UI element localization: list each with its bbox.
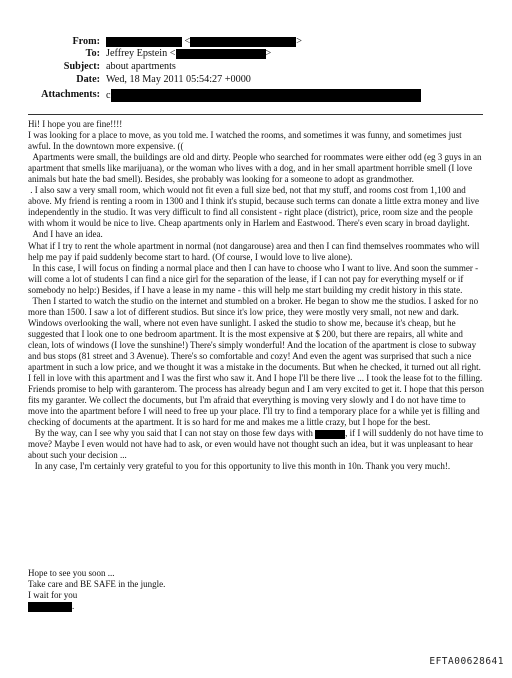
redaction-signature: [28, 602, 72, 612]
redaction-from-email: [190, 37, 296, 47]
body-paragraph: I was looking for a place to move, as you told me. I watched the rooms, and sometimes it was funny, and sometimes just awful. In the downtown more expensive. ((: [28, 130, 464, 152]
body-paragraph: In any case, I'm certainly very grateful to you for this opportunity to live this month in 10n. Thank you very much!.: [28, 461, 451, 472]
to-value: Jeffrey Epstein < >: [106, 48, 272, 59]
document-id: EFTA00628641: [429, 656, 504, 667]
body-paragraph: Apartments were small, the buildings are old and dirty. People who searched for roommates were either odd (eg 3 guys in an apartment that smells like marijuana), or the woman who lives with a dog, and in her small apartment horrible smell (I love animals but hate the bad smell). Besides, she probably was looking for a someone to adopt as grandmother.: [28, 152, 484, 185]
subject-value: about apartments: [106, 61, 176, 72]
body-paragraph: In this case, I will focus on finding a normal place and then I can have to choose who I want to live. And soon the summer - will come a lot of students I can find a nice girl for the separation of the lease, if I can not pay for everything myself or if somebody no help:) Besides, if I have a lease in my name - this will help me start building my credit history in this state.: [28, 262, 481, 295]
date-label: Date:: [76, 74, 100, 85]
from-value: < >: [106, 36, 302, 48]
closing-line: I wait for you: [28, 590, 78, 601]
subject-label: Subject:: [63, 61, 100, 72]
from-label: From:: [72, 36, 100, 47]
email-closing: [28, 568, 428, 612]
signoff-line: .: [28, 601, 428, 612]
closing-line: Hope to see you soon ...: [28, 568, 115, 578]
header-subject-row: [0, 61, 500, 73]
to-label: To:: [85, 48, 100, 59]
body-paragraph: What if I try to rent the whole apartment in normal (not dangarouse) area and then I can find themselves roommates who will help me pay if paid suddenly become start to hard. (Of course, I would love to live alone).: [28, 240, 482, 262]
redaction-from-name: [106, 37, 182, 47]
header-date-row: [0, 74, 500, 86]
header-to-row: [0, 48, 500, 60]
body-paragraph: . I also saw a very small room, which would not fit even a full size bed, not that my stuff, and rooms cost from 1,100 and above. My friend is renting a room in 1300 and I think it's stupid, because such terms can donate a little extra money and live independently in the studio. It was very difficult to find all consistent - right place (district), price, room size and the people with whom it would be nice to live. Cheap apartments only in Harlem and Eastwood. There's even scary in broad daylight.: [28, 185, 482, 229]
body-paragraph: And I have an idea.: [28, 229, 103, 240]
email-body: [28, 119, 486, 473]
body-paragraph-by-the-way: By the way, can I see why you said that I can not stay on those few days with , if I will suddenly do not have time to move? Maybe I even would not have had to ask, or even would have not thought such an idea, but it was unpleasant to hear about such your decision ...: [28, 428, 486, 461]
header-divider: [28, 114, 483, 115]
body-paragraph: Hi! I hope you are fine!!!!: [28, 119, 123, 129]
closing-line: Take care and BE SAFE in the jungle.: [28, 579, 166, 590]
redaction-name-inline: [315, 430, 345, 439]
attachments-value: c: [106, 89, 421, 102]
redaction-attachments: [111, 89, 421, 102]
date-value: Wed, 18 May 2011 05:54:27 +0000: [106, 74, 251, 85]
header-attachments-row: [0, 89, 500, 103]
header-from-row: [0, 36, 500, 48]
attachments-label: Attachments:: [41, 89, 100, 100]
body-paragraph: Then I started to watch the studio on the internet and stumbled on a broker. He began to show me the studios. I asked for no more than 1500. I saw a lot of different studios. But since it's low price, they were mostly very small, not new and dark. Windows overlooking the wall, where not even have sunlight. I asked the studio to show me, because it's cheap, but he suggested that I look one to one bedroom apartment. It is the most expensive at $ 200, but there are repairs, all white and clean, lots of windows (I love the sunshine!) There's simply wonderful! And the location of the apartment is close to subway and bus stops (81 street and 3 Avenue). There's so comfortable and cozy! And even the agent was surprised that such a nice apartment in such a low price, and we thought it was a mistake in the documents. But when he checked, it turned out all right. I fell in love with this apartment and I was the first who saw it. And I hope I'll be there live ... I took the lease fot to the filling. Friends promise to help with garanterom. The process has already begun and I am very excited to get it. I hope that this person fits my garanter. We collect the documents, but I'm afraid that everything is moving very slowly and I do not have time to move into the apartment before I will need to free up your place. I'll try to find a temporary place for a while yet is filling and checking of documents at the apartment. It is so hard for me and makes me a little crazy, but I hope for the best.: [28, 295, 487, 428]
redaction-to-email: [176, 49, 266, 59]
